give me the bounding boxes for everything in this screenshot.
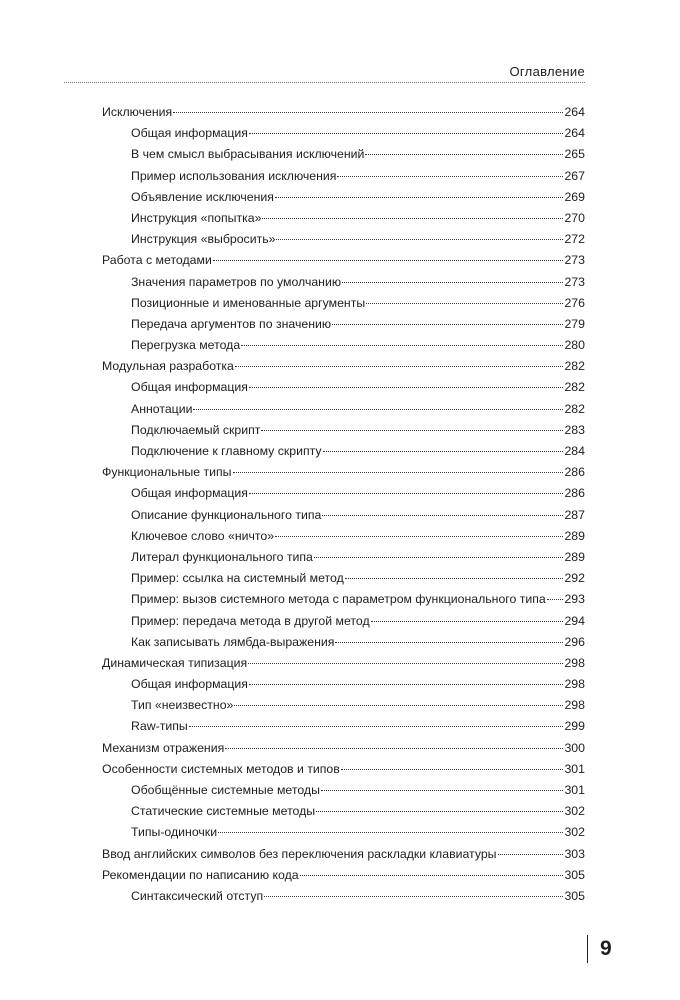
toc-entry-page: 267 <box>564 168 585 183</box>
toc-entry-page: 264 <box>564 105 585 119</box>
dot-leader <box>337 176 563 177</box>
toc-entry-title: Пример использования исключения <box>131 168 337 183</box>
toc-entry-page: 298 <box>564 698 585 713</box>
toc-entry-title: В чем смысл выбрасывания исключений <box>131 147 365 162</box>
dot-leader <box>235 366 564 367</box>
toc-entry-page: 287 <box>564 507 585 522</box>
dot-leader <box>213 260 564 261</box>
toc-entry-page: 289 <box>564 549 585 564</box>
toc-entry-title: Обобщённые системные методы <box>131 783 320 797</box>
toc-entry-page: 273 <box>564 253 585 268</box>
toc-entry-page: 296 <box>564 634 585 649</box>
dot-leader <box>173 112 563 113</box>
toc-entry-title: Статические системные методы <box>131 804 316 819</box>
toc-entry-title: Особенности системных методов и типов <box>102 761 340 776</box>
toc-entry-page: 282 <box>564 380 585 395</box>
toc-subentry <box>102 144 585 165</box>
dot-leader <box>275 536 563 537</box>
toc-entry-title: Инструкция «выбросить» <box>131 232 276 247</box>
toc-subentry <box>102 293 585 314</box>
dot-leader <box>241 345 563 346</box>
toc-subentry <box>102 780 585 801</box>
toc-entry-title: Функциональные типы <box>102 465 232 480</box>
toc-subentry <box>102 695 585 716</box>
toc-entry-page: 302 <box>564 825 585 840</box>
toc-entry-page: 303 <box>564 846 585 861</box>
toc-entry-title: Пример: ссылка на системный метод <box>131 571 344 586</box>
toc-entry-page: 270 <box>564 210 585 225</box>
toc-entry-page: 264 <box>564 126 585 141</box>
dot-leader <box>249 493 564 494</box>
dot-leader <box>264 896 563 897</box>
toc-entry <box>102 738 585 759</box>
toc-subentry <box>102 801 585 822</box>
toc-entry-title: Ключевое слово «ничто» <box>131 528 275 543</box>
toc-entry-page: 272 <box>564 232 585 247</box>
toc-subentry <box>102 822 585 843</box>
toc-entry-title: Ввод английских символов без переключения раскладки клавиатуры <box>102 846 497 861</box>
toc-entry-page: 282 <box>564 359 585 374</box>
toc-entry <box>102 250 585 271</box>
dot-leader <box>498 854 564 855</box>
toc-entry-title: Литерал функционального типа <box>131 549 313 564</box>
toc-subentry <box>102 208 585 229</box>
dot-leader <box>332 324 563 325</box>
toc-entry-title: Общая информация <box>131 126 248 141</box>
toc-entry-title: Значения параметров по умолчанию <box>131 274 342 289</box>
toc-subentry <box>102 568 585 589</box>
toc-entry-page: 301 <box>564 783 585 797</box>
dot-leader <box>341 769 564 770</box>
toc-subentry <box>102 526 585 547</box>
toc-entry-title: Тип «неизвестно» <box>131 698 234 713</box>
toc-entry-title: Пример: вызов системного метода с параметром функционального типа <box>131 592 546 607</box>
toc-subentry <box>102 716 585 737</box>
dot-leader <box>249 133 564 134</box>
toc-entry-page: 292 <box>564 571 585 586</box>
toc-entry-title: Исключения <box>102 105 173 119</box>
toc-entry-page: 284 <box>564 444 585 458</box>
dot-leader <box>316 811 563 812</box>
toc-entry-title: Raw-типы <box>131 719 188 734</box>
dot-leader <box>300 875 564 876</box>
toc-subentry <box>102 483 585 504</box>
toc-entry-title: Работа с методами <box>102 253 212 268</box>
dot-leader <box>249 387 564 388</box>
toc-entry <box>102 653 585 674</box>
toc-entry-page: 305 <box>564 888 585 903</box>
toc-entry-page: 283 <box>564 422 585 437</box>
toc-entry-title: Как записывать лямбда-выражения <box>131 634 335 649</box>
toc-entry-page: 276 <box>564 295 585 310</box>
table-of-contents <box>102 102 585 907</box>
toc-subentry <box>102 229 585 250</box>
toc-subentry <box>102 420 585 441</box>
toc-entry-title: Общая информация <box>131 677 248 692</box>
toc-subentry <box>102 589 585 610</box>
toc-entry-page: 302 <box>564 804 585 819</box>
toc-subentry <box>102 611 585 632</box>
dot-leader <box>233 472 564 473</box>
dot-leader <box>275 197 564 198</box>
dot-leader <box>193 409 563 410</box>
toc-subentry <box>102 547 585 568</box>
toc-entry-title: Инструкция «попытка» <box>131 210 262 225</box>
dot-leader <box>314 557 564 558</box>
toc-entry-page: 269 <box>564 189 585 204</box>
toc-subentry <box>102 314 585 335</box>
toc-subentry <box>102 632 585 653</box>
dot-leader <box>262 218 563 219</box>
toc-entry-title: Синтаксический отступ <box>131 888 264 903</box>
toc-entry <box>102 759 585 780</box>
toc-entry-title: Объявление исключения <box>131 189 274 204</box>
toc-entry <box>102 865 585 886</box>
dot-leader <box>547 599 564 600</box>
toc-subentry <box>102 399 585 420</box>
toc-entry-page: 280 <box>564 338 585 353</box>
toc-subentry <box>102 674 585 695</box>
dot-leader <box>322 515 563 516</box>
toc-subentry <box>102 272 585 293</box>
toc-entry-page: 301 <box>564 761 585 776</box>
toc-entry-page: 298 <box>564 677 585 692</box>
toc-subentry <box>102 187 585 208</box>
toc-entry-title: Передача аргументов по значению <box>131 316 332 331</box>
toc-entry-title: Общая информация <box>131 486 248 501</box>
toc-entry-title: Позиционные и именованные аргументы <box>131 295 366 310</box>
toc-entry-title: Подключение к главному скрипту <box>131 444 322 458</box>
dot-leader <box>276 239 563 240</box>
toc-entry-page: 305 <box>564 867 585 882</box>
toc-subentry <box>102 166 585 187</box>
page-number: 9 <box>587 935 612 963</box>
toc-entry-page: 299 <box>564 719 585 734</box>
dot-leader <box>225 748 563 749</box>
toc-entry-page: 282 <box>564 401 585 416</box>
dot-leader <box>189 726 564 727</box>
dot-leader <box>234 705 563 706</box>
dot-leader <box>371 621 564 622</box>
dot-leader <box>323 451 564 452</box>
toc-entry-title: Аннотации <box>131 401 193 416</box>
header-title: Оглавление <box>509 64 585 79</box>
toc-entry <box>102 102 585 123</box>
toc-entry-page: 286 <box>564 486 585 501</box>
toc-entry <box>102 844 585 865</box>
dot-leader <box>342 282 563 283</box>
toc-entry <box>102 462 585 483</box>
toc-entry-page: 273 <box>564 274 585 289</box>
toc-subentry <box>102 505 585 526</box>
dot-leader <box>248 663 563 664</box>
toc-subentry <box>102 123 585 144</box>
dot-leader <box>321 790 564 791</box>
toc-subentry <box>102 377 585 398</box>
toc-entry-page: 293 <box>564 592 585 607</box>
toc-entry-page: 298 <box>564 655 585 670</box>
dot-leader <box>366 303 563 304</box>
running-header <box>64 62 585 83</box>
toc-subentry <box>102 335 585 356</box>
toc-entry-page: 289 <box>564 528 585 543</box>
toc-entry-page: 294 <box>564 613 585 628</box>
toc-entry-page: 265 <box>564 147 585 162</box>
toc-entry-title: Пример: передача метода в другой метод <box>131 613 370 628</box>
dot-leader <box>345 578 564 579</box>
dot-leader <box>218 832 563 833</box>
toc-entry-title: Модульная разработка <box>102 359 234 374</box>
toc-entry-page: 279 <box>564 316 585 331</box>
toc-entry-title: Механизм отражения <box>102 740 225 755</box>
toc-entry-title: Рекомендации по написанию кода <box>102 867 299 882</box>
toc-entry-title: Типы-одиночки <box>131 825 218 840</box>
dot-leader <box>365 154 563 155</box>
toc-entry <box>102 356 585 377</box>
toc-entry-title: Общая информация <box>131 380 248 395</box>
dot-leader <box>249 684 564 685</box>
dot-leader <box>261 430 563 431</box>
toc-subentry <box>102 441 585 462</box>
toc-entry-title: Перегрузка метода <box>131 338 241 353</box>
toc-entry-title: Описание функционального типа <box>131 507 322 522</box>
dot-leader <box>335 642 563 643</box>
toc-entry-page: 286 <box>564 465 585 480</box>
toc-entry-page: 300 <box>564 740 585 755</box>
toc-entry-title: Динамическая типизация <box>102 655 248 670</box>
toc-entry-title: Подключаемый скрипт <box>131 422 261 437</box>
toc-subentry <box>102 886 585 907</box>
